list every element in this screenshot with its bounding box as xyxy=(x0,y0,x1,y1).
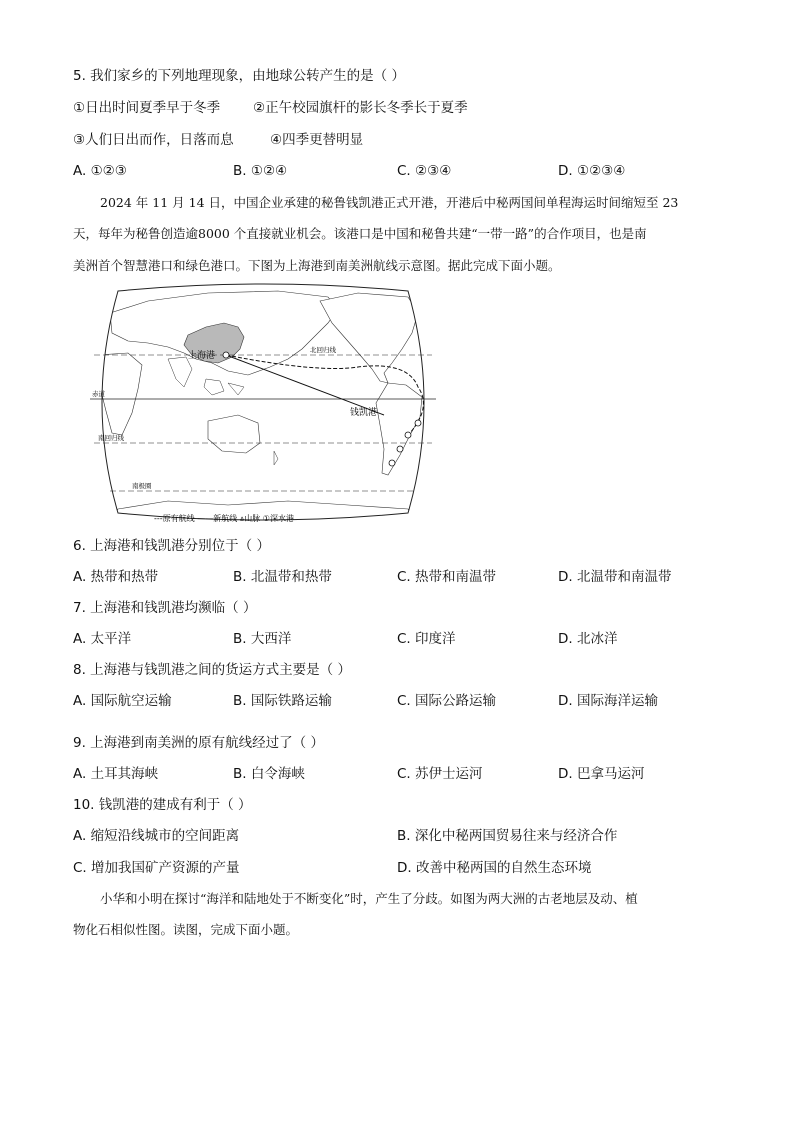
equator-label: 赤道 xyxy=(92,390,105,398)
q8-option-a[interactable]: A. 国际航空运输 xyxy=(73,693,172,709)
q9-option-d[interactable]: D. 巴拿马运河 xyxy=(558,766,645,782)
q5-item-4: ④四季更替明显 xyxy=(270,132,364,148)
deep-water-port-marker xyxy=(389,460,395,466)
q7-option-d[interactable]: D. 北冰洋 xyxy=(558,631,618,647)
passage2-line-1: 小华和小明在探讨“海洋和陆地处于不断变化”时，产生了分歧。如图为两大洲的古老地层及动、植 xyxy=(100,891,638,906)
q5-option-d[interactable]: D. ①②③④ xyxy=(558,163,626,179)
q8-option-d[interactable]: D. 国际海洋运输 xyxy=(558,693,658,709)
q10-stem: 10. 钱凯港的建成有利于（ ） xyxy=(73,797,252,813)
q7-option-b[interactable]: B. 大西洋 xyxy=(233,631,292,647)
q5-item-3: ③人们日出而作，日落而息 xyxy=(73,132,234,148)
north-tropic-label: 北回归线 xyxy=(310,346,336,354)
q5-option-c[interactable]: C. ②③④ xyxy=(397,163,452,179)
deep-water-port-marker xyxy=(405,432,411,438)
q6-option-d[interactable]: D. 北温带和南温带 xyxy=(558,569,672,585)
antarctic-circle-label: 南极圈 xyxy=(132,482,152,490)
q9-option-b[interactable]: B. 白令海峡 xyxy=(233,766,305,782)
q5-item-2: ②正午校园旗杆的影长冬季长于夏季 xyxy=(253,100,468,116)
q8-option-c[interactable]: C. 国际公路运输 xyxy=(397,693,497,709)
q10-option-b[interactable]: B. 深化中秘两国贸易往来与经济合作 xyxy=(397,828,618,844)
q8-stem: 8. 上海港与钱凯港之间的货运方式主要是（ ） xyxy=(73,662,351,678)
shanghai-label: 上海港 xyxy=(188,351,216,361)
q5-item-1: ①日出时间夏季早于冬季 xyxy=(73,100,221,116)
q6-stem: 6. 上海港和钱凯港分别位于（ ） xyxy=(73,538,270,554)
q9-option-a[interactable]: A. 土耳其海峡 xyxy=(73,766,159,782)
q9-option-c[interactable]: C. 苏伊士运河 xyxy=(397,766,483,782)
shanghai-port-marker xyxy=(223,352,229,358)
q5-option-b[interactable]: B. ①②④ xyxy=(233,163,288,179)
q10-option-d[interactable]: D. 改善中秘两国的自然生态环境 xyxy=(397,860,592,876)
south-tropic-label: 南回归线 xyxy=(98,434,124,442)
passage1-line-1: 2024 年 11 月 14 日，中国企业承建的秘鲁钱凯港正式开港，开港后中秘两国间单程海运时间缩短至 23 xyxy=(100,195,679,210)
passage1-line-2: 天，每年为秘鲁创造逾8000 个直接就业机会。该港口是中国和秘鲁共建“一带一路”的合作项目，也是南 xyxy=(73,226,647,241)
passage1-line-3: 美洲首个智慧港口和绿色港口。下图为上海港到南美洲航线示意图。据此完成下面小题。 xyxy=(73,258,561,273)
q7-stem: 7. 上海港和钱凯港均濒临（ ） xyxy=(73,600,257,616)
shipping-route-map xyxy=(88,283,438,525)
q8-option-b[interactable]: B. 国际铁路运输 xyxy=(233,693,332,709)
map-legend: ---原有航线 ——新航线 ⩓山脉 ①深水港 xyxy=(154,514,294,523)
deep-water-port-marker xyxy=(397,446,403,452)
passage2-line-2: 物化石相似性图。读图，完成下面小题。 xyxy=(73,922,299,937)
q9-stem: 9. 上海港到南美洲的原有航线经过了（ ） xyxy=(73,735,324,751)
q6-option-a[interactable]: A. 热带和热带 xyxy=(73,569,159,585)
q6-option-c[interactable]: C. 热带和南温带 xyxy=(397,569,497,585)
q10-option-c[interactable]: C. 增加我国矿产资源的产量 xyxy=(73,860,240,876)
qiankai-label: 钱凯港 xyxy=(350,408,378,418)
q5-option-a[interactable]: A. ①②③ xyxy=(73,163,127,179)
q6-option-b[interactable]: B. 北温带和热带 xyxy=(233,569,332,585)
deep-water-port-marker xyxy=(415,420,421,426)
q7-option-c[interactable]: C. 印度洋 xyxy=(397,631,456,647)
q7-option-a[interactable]: A. 太平洋 xyxy=(73,631,132,647)
q5-stem: 5. 我们家乡的下列地理现象，由地球公转产生的是（ ） xyxy=(73,68,405,84)
q10-option-a[interactable]: A. 缩短沿线城市的空间距离 xyxy=(73,828,240,844)
